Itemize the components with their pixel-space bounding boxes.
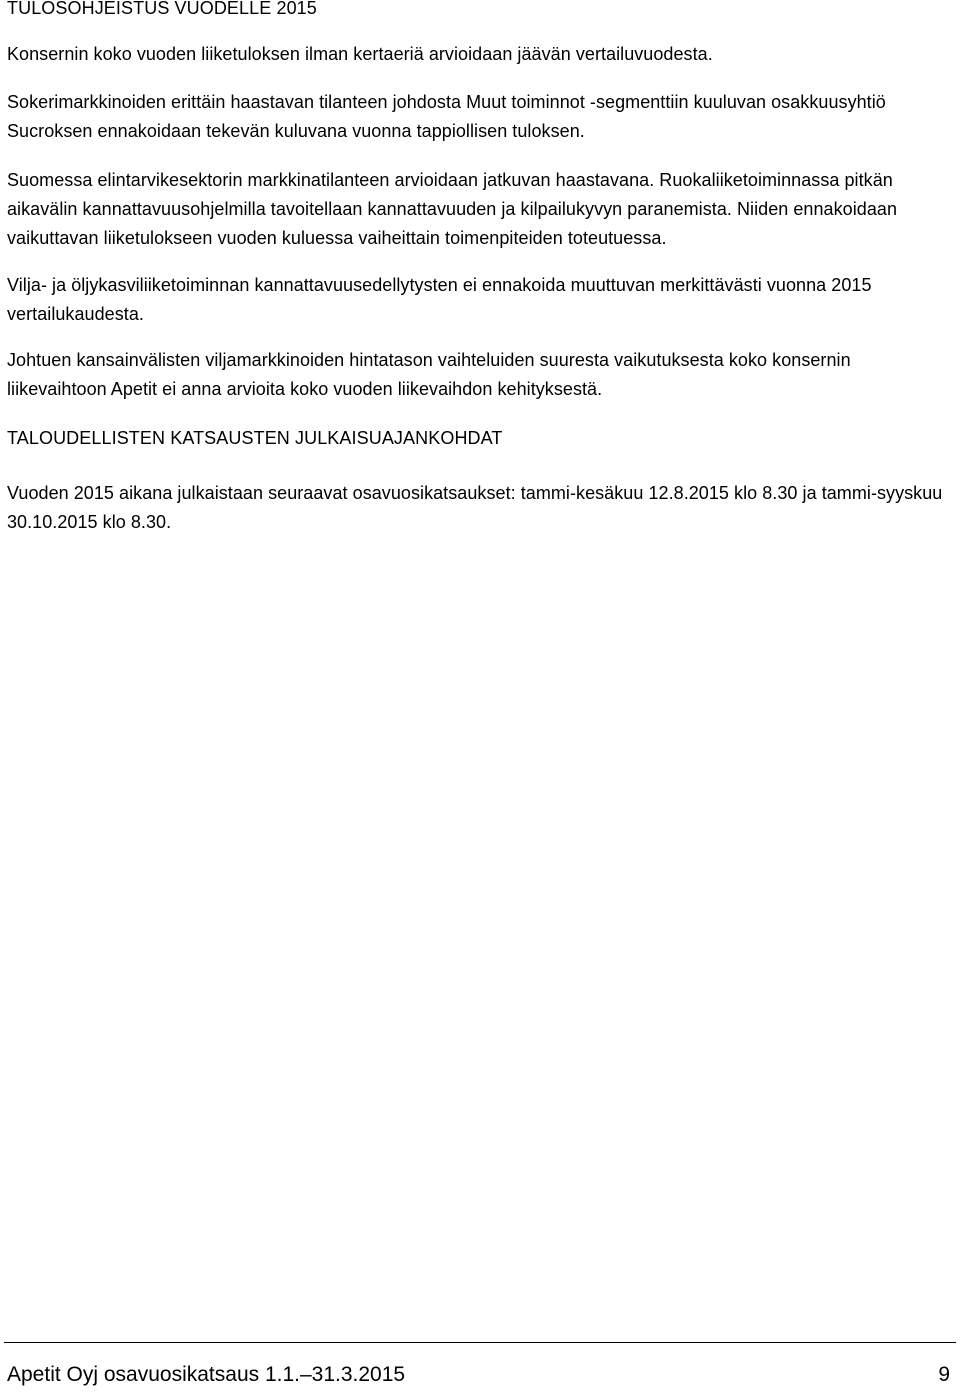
footer-divider bbox=[4, 1342, 956, 1343]
footer-title: Apetit Oyj osavuosikatsaus 1.1.–31.3.2015 bbox=[7, 1363, 406, 1386]
page-number: 9 bbox=[938, 1363, 950, 1386]
publication-heading: TALOUDELLISTEN KATSAUSTEN JULKAISUAJANKOHDAT bbox=[7, 428, 503, 448]
paragraph-publication-dates: Vuoden 2015 aikana julkaistaan seuraavat osavuosikatsaukset: tammi-kesäkuu 12.8.2015 klo 8.30 ja tammi-syyskuu 30.10.2015 klo 8.30. bbox=[7, 483, 943, 532]
paragraph-sucros: Sokerimarkkinoiden erittäin haastavan tilanteen johdosta Muut toiminnot -segmenttiin kuuluvan osakkuusyhtiö Sucroksen ennakoidaan tekevän kuluvana vuonna tappiollisen tuloksen. bbox=[7, 92, 886, 141]
outlook-heading: TULOSOHJEISTUS VUODELLE 2015 bbox=[7, 0, 317, 18]
paragraph-grain-oilseed: Vilja- ja öljykasviliiketoiminnan kannattavuusedellytysten ei ennakoida muuttuvan merkittävästi vuonna 2015 vertailukaudesta. bbox=[7, 275, 872, 324]
paragraph-net-sales: Johtuen kansainvälisten viljamarkkinoiden hintatason vaihteluiden suuresta vaikutuksesta koko konsernin liikevaihtoon Apetit ei anna arvioita koko vuoden liikevaihdon kehityksestä. bbox=[7, 350, 851, 399]
document-body bbox=[7, 0, 952, 537]
paragraph-food-sector: Suomessa elintarvikesektorin markkinatilanteen arvioidaan jatkuvan haastavana. Ruokaliiketoiminnassa pitkän aikavälin kannattavuusohjelmilla tavoitellaan kannattavuuden ja kilpailukyvyn paranemista. Niiden ennakoidaan vaikuttavan liiketulokseen vuoden kuluessa vaiheittain toimenpiteiden toteutuessa. bbox=[7, 170, 898, 248]
paragraph-operating-profit: Konsernin koko vuoden liiketuloksen ilman kertaeriä arvioidaan jäävän vertailuvuodesta. bbox=[7, 44, 713, 64]
